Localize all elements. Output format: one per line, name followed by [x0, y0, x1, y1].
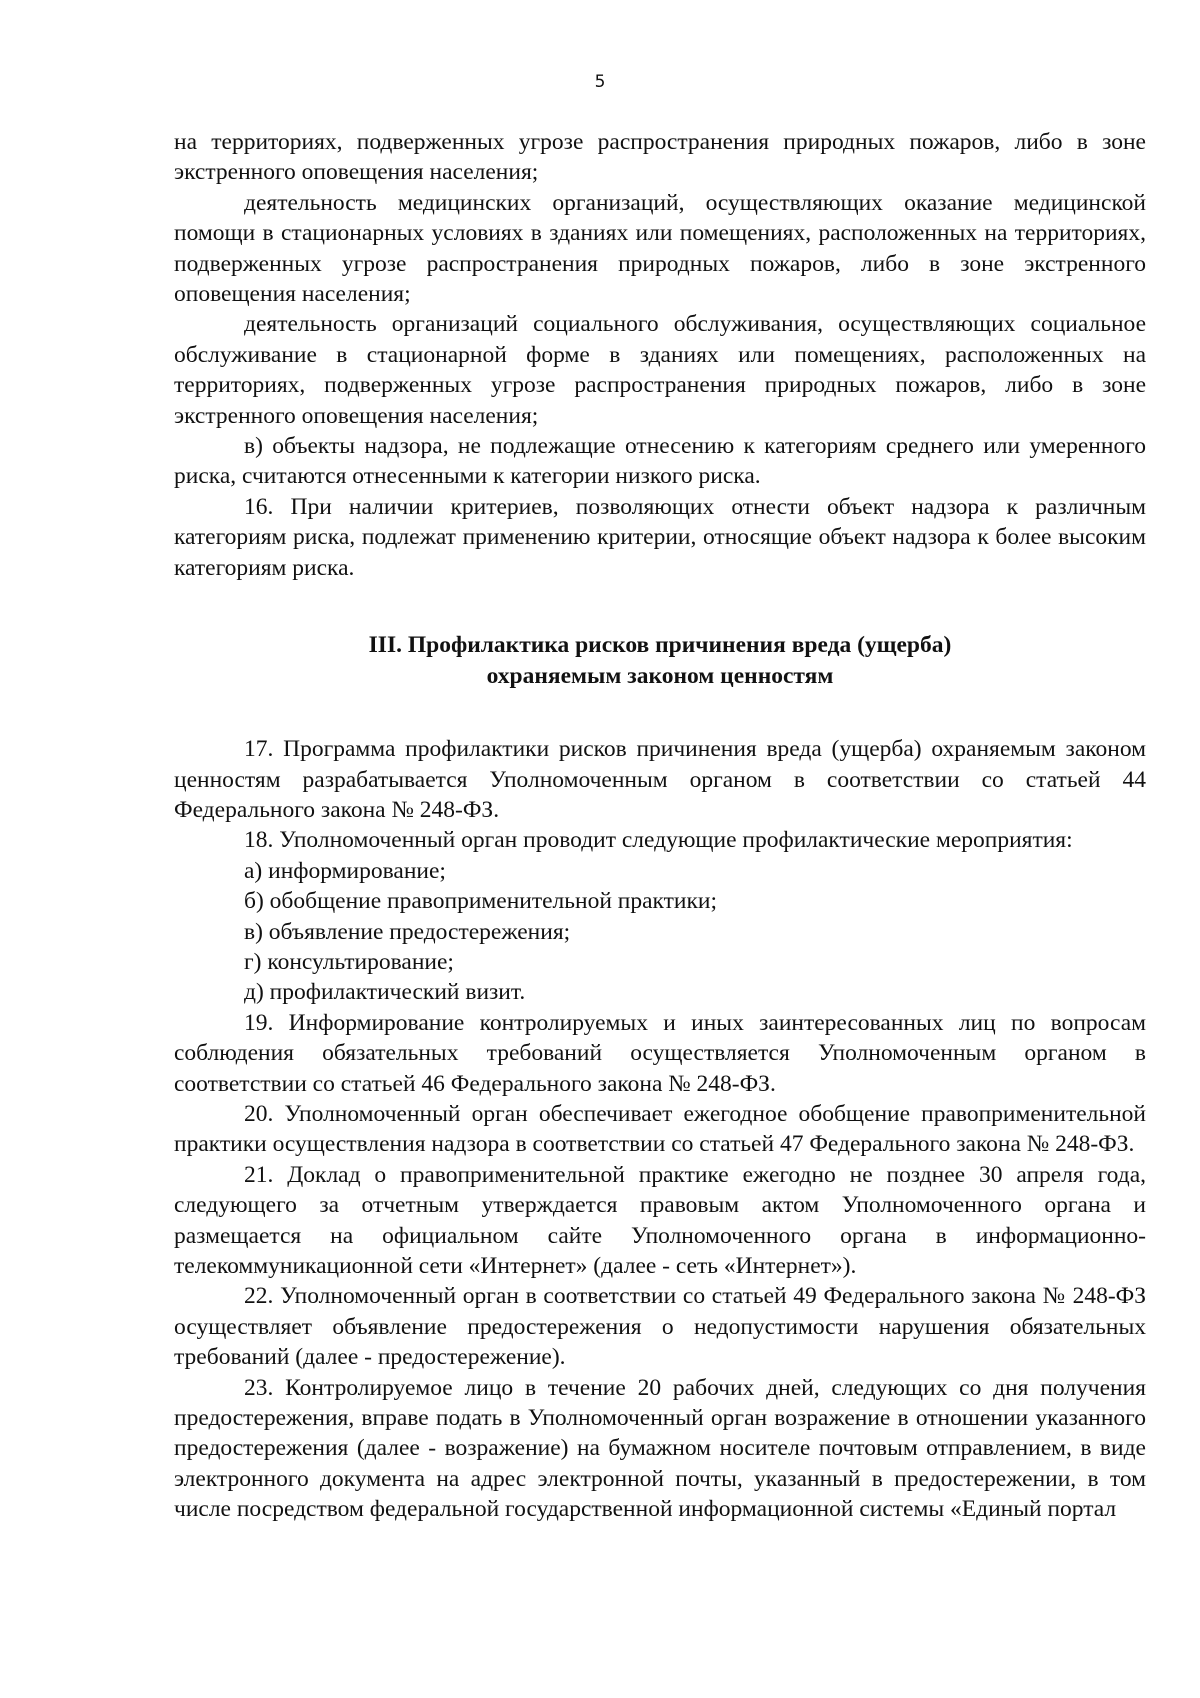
page-number: 5	[594, 72, 606, 92]
paragraph-19: 19. Информирование контролируемых и иных заинтересованных лиц по вопросам соблюдения обязательных требований осуществляется Уполномоченным органом в соответствии со статьей 46 Федерального закона № 248-ФЗ.	[174, 1009, 1146, 1097]
paragraph-17: 17. Программа профилактики рисков причинения вреда (ущерба) охраняемым законом ценностям разрабатывается Уполномоченным органом в соответствии со статьей 44 Федерального закона № 248-ФЗ.	[174, 736, 1146, 823]
paragraph-20: 20. Уполномоченный орган обеспечивает ежегодное обобщение правоприменительной практики осуществления надзора в соответствии со статьей 47 Федерального закона № 248-ФЗ.	[174, 1100, 1146, 1158]
paragraph-medical-organizations: деятельность медицинских организаций, осуществляющих оказание медицинской помощи в стационарных условиях в зданиях или помещениях, расположенных на территориях, подверженных угрозе распространения природных пожаров, либо в зоне экстренного оповещения населения;	[174, 189, 1146, 308]
paragraph-continuation: на территориях, подверженных угрозе распространения природных пожаров, либо в зоне экстренного оповещения населения;	[174, 129, 1146, 186]
section-heading-line-2: охраняемым законом ценностям	[486, 663, 834, 690]
document-body	[174, 127, 1146, 1525]
paragraph-23: 23. Контролируемое лицо в течение 20 рабочих дней, следующих со дня получения предостережения, вправе подать в Уполномоченный орган возражение в отношении указанного предостережения (далее - возражение) на бумажном носителе почтовым отправлением, в виде электронного документа на адрес электронной почты, указанный в предостережении, в том числе посредством федеральной государственной информационной системы «Единый портал	[174, 1374, 1146, 1523]
paragraph-low-risk: в) объекты надзора, не подлежащие отнесению к категориям среднего или умеренного риска, считаются отнесенными к категории низкого риска.	[174, 433, 1146, 490]
measure-item: г) консультирование;	[244, 948, 454, 975]
section-heading	[174, 630, 1146, 692]
measure-item: д) профилактический визит.	[244, 979, 526, 1006]
paragraph-21: 21. Доклад о правоприменительной практике ежегодно не позднее 30 апреля года, следующего за отчетным утверждается правовым актом Уполномоченного органа и размещается на официальном сайте Уполномоченного органа в информационно-телекоммуникационной сети «Интернет» (далее - сеть «Интернет»).	[174, 1161, 1146, 1279]
measure-item: б) обобщение правоприменительной практики;	[244, 888, 718, 915]
paragraph-social-organizations: деятельность организаций социального обслуживания, осуществляющих социальное обслуживание в стационарной форме в зданиях или помещениях, расположенных на территориях, подверженных угрозе распространения природных пожаров, либо в зоне экстренного оповещения населения;	[174, 311, 1146, 429]
section-heading-line-1: III. Профилактика рисков причинения вреда (ущерба)	[368, 632, 952, 659]
measure-item: в) объявление предостережения;	[244, 918, 571, 945]
paragraph-18: 18. Уполномоченный орган проводит следующие профилактические мероприятия:	[244, 827, 1073, 854]
paragraph-22: 22. Уполномоченный орган в соответствии со статьей 49 Федерального закона № 248-ФЗ осуществляет объявление предостережения о недопустимости нарушения обязательных требований (далее - предостережение).	[174, 1283, 1146, 1371]
measure-item: а) информирование;	[244, 857, 446, 884]
paragraph-16: 16. При наличии критериев, позволяющих отнести объект надзора к различным категориям риска, подлежат применению критерии, относящие объект надзора к более высоким категориям риска.	[174, 493, 1146, 581]
